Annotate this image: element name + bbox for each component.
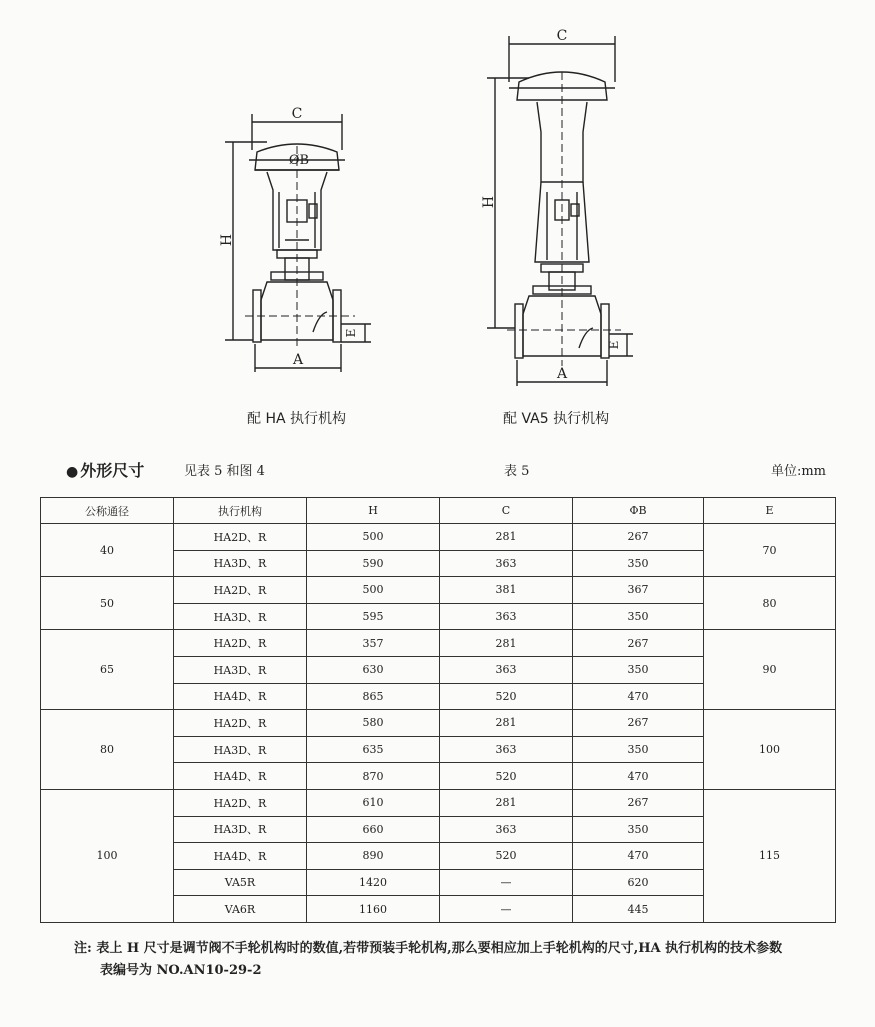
cell-c: 281: [440, 710, 573, 737]
cell-dn: 65: [41, 630, 174, 710]
table-row: [41, 630, 836, 657]
cell-actuator: HA3D、R: [174, 736, 307, 763]
cell-h: 865: [307, 683, 440, 710]
cell-dn: 80: [41, 710, 174, 790]
cell-b: 470: [573, 763, 704, 790]
table-row: [41, 577, 836, 604]
footnote-line-1: 注: 表上 H 尺寸是调节阀不手轮机构时的数值,若带预装手轮机构,那么要相应加上手轮机构的尺寸,HA 执行机构的技术参数: [74, 941, 783, 956]
cell-h: 500: [307, 524, 440, 551]
cell-actuator: HA3D、R: [174, 816, 307, 843]
cell-b: 267: [573, 789, 704, 816]
cell-e: 70: [704, 524, 836, 577]
label-e: E: [344, 328, 358, 338]
cell-b: 267: [573, 710, 704, 737]
cell-h: 595: [307, 603, 440, 630]
cell-b: 267: [573, 630, 704, 657]
cell-c: 363: [440, 656, 573, 683]
cell-c: —: [440, 896, 573, 923]
cell-actuator: HA2D、R: [174, 577, 307, 604]
figures: [0, 0, 875, 440]
cell-h: 1160: [307, 896, 440, 923]
table-label: 表 5: [504, 464, 530, 479]
label-a: A: [292, 352, 304, 368]
va5-actuator-drawing: [475, 22, 645, 388]
cell-b: 267: [573, 524, 704, 551]
label-e: E: [607, 340, 621, 350]
cell-e: 100: [704, 710, 836, 790]
cell-h: 357: [307, 630, 440, 657]
label-a: A: [556, 366, 568, 382]
cell-b: 350: [573, 816, 704, 843]
label-h: H: [481, 195, 497, 209]
cell-b: 350: [573, 603, 704, 630]
cell-actuator: HA4D、R: [174, 843, 307, 870]
cell-actuator: VA6R: [174, 896, 307, 923]
cell-actuator: HA3D、R: [174, 603, 307, 630]
cell-actuator: HA4D、R: [174, 763, 307, 790]
cell-actuator: HA4D、R: [174, 683, 307, 710]
cell-h: 630: [307, 656, 440, 683]
cell-b: 367: [573, 577, 704, 604]
cell-h: 590: [307, 550, 440, 577]
bullet-icon: ●: [66, 464, 79, 480]
header-c: C: [440, 498, 573, 524]
cell-c: 381: [440, 577, 573, 604]
cell-c: 520: [440, 763, 573, 790]
cell-h: 635: [307, 736, 440, 763]
header-b: ΦB: [573, 498, 704, 524]
cell-h: 660: [307, 816, 440, 843]
cell-actuator: HA2D、R: [174, 630, 307, 657]
cell-h: 890: [307, 843, 440, 870]
cell-b: 470: [573, 683, 704, 710]
cell-b: 350: [573, 736, 704, 763]
header-dn: 公称通径: [41, 498, 174, 524]
cell-c: 520: [440, 683, 573, 710]
table-row: [41, 524, 836, 551]
cell-c: 363: [440, 736, 573, 763]
unit-label: 单位:mm: [770, 464, 826, 479]
cell-e: 115: [704, 789, 836, 922]
cell-c: 281: [440, 630, 573, 657]
section-reference: 见表 5 和图 4: [184, 464, 265, 479]
label-h: H: [219, 233, 235, 247]
cell-c: 520: [440, 843, 573, 870]
cell-dn: 100: [41, 789, 174, 922]
label-c: C: [556, 28, 568, 44]
footnote: [74, 938, 844, 982]
cell-h: 580: [307, 710, 440, 737]
header-e: E: [704, 498, 836, 524]
cell-dn: 40: [41, 524, 174, 577]
cell-b: 445: [573, 896, 704, 923]
cell-c: 363: [440, 816, 573, 843]
cell-h: 1420: [307, 869, 440, 896]
va5-caption: 配 VA5 执行机构: [503, 411, 610, 427]
cell-actuator: HA2D、R: [174, 710, 307, 737]
cell-c: —: [440, 869, 573, 896]
table-body: [41, 524, 836, 923]
section-header: [66, 458, 826, 482]
footnote-line-2: 表编号为 NO.AN10-29-2: [100, 963, 262, 978]
cell-c: 281: [440, 524, 573, 551]
section-title-text: 外形尺寸: [80, 461, 145, 480]
dimensions-table: [40, 497, 836, 923]
cell-e: 90: [704, 630, 836, 710]
table-header-row: [41, 498, 836, 524]
ha-actuator-drawing: [215, 100, 385, 380]
cell-actuator: VA5R: [174, 869, 307, 896]
cell-h: 610: [307, 789, 440, 816]
header-h: H: [307, 498, 440, 524]
cell-h: 870: [307, 763, 440, 790]
cell-b: 350: [573, 656, 704, 683]
cell-actuator: HA2D、R: [174, 524, 307, 551]
cell-b: 620: [573, 869, 704, 896]
section-title: [66, 458, 144, 481]
cell-b: 350: [573, 550, 704, 577]
ha-caption: 配 HA 执行机构: [247, 411, 347, 427]
table-row: [41, 710, 836, 737]
cell-dn: 50: [41, 577, 174, 630]
cell-c: 281: [440, 789, 573, 816]
cell-e: 80: [704, 577, 836, 630]
cell-c: 363: [440, 603, 573, 630]
label-b: ØB: [288, 153, 310, 168]
cell-h: 500: [307, 577, 440, 604]
cell-actuator: HA3D、R: [174, 550, 307, 577]
cell-actuator: HA2D、R: [174, 789, 307, 816]
cell-c: 363: [440, 550, 573, 577]
cell-b: 470: [573, 843, 704, 870]
label-c: C: [291, 106, 303, 122]
cell-actuator: HA3D、R: [174, 656, 307, 683]
header-actuator: 执行机构: [174, 498, 307, 524]
table-row: [41, 789, 836, 816]
